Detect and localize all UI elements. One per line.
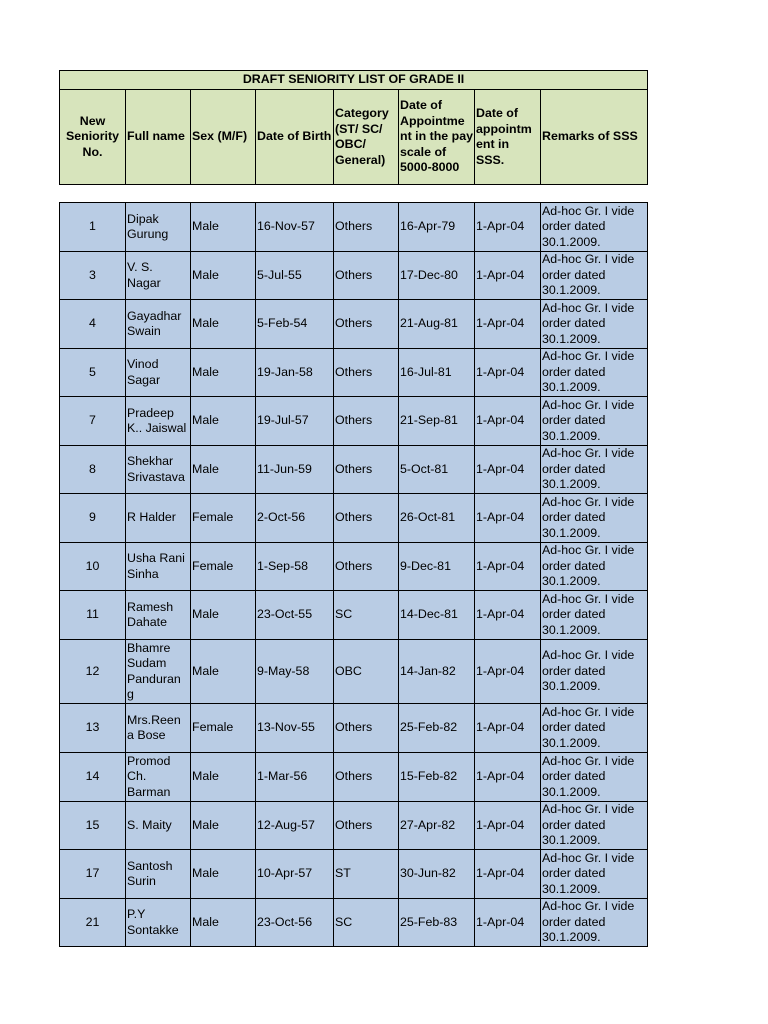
appointment-scale-date-cell: 30-Jun-82	[399, 850, 475, 899]
appointment-sss-date-cell: 1-Apr-04	[475, 899, 541, 947]
table-row	[60, 446, 648, 494]
sex-cell: Female	[191, 543, 256, 591]
category-cell: Others	[334, 543, 399, 591]
date-of-birth-cell: 16-Nov-57	[256, 203, 334, 252]
full-name-cell: Dipak Gurung	[126, 203, 191, 252]
appointment-scale-date-cell: 14-Dec-81	[399, 591, 475, 640]
table-row	[60, 640, 648, 704]
seniority-no-cell: 3	[60, 252, 126, 300]
seniority-no-cell: 12	[60, 640, 126, 704]
sex-cell: Male	[191, 397, 256, 446]
appointment-sss-date-cell: 1-Apr-04	[475, 300, 541, 349]
column-header-remarks: Remarks of SSS	[541, 90, 648, 185]
sex-cell: Male	[191, 252, 256, 300]
seniority-no-cell: 8	[60, 446, 126, 494]
date-of-birth-cell: 5-Jul-55	[256, 252, 334, 300]
appointment-sss-date-cell: 1-Apr-04	[475, 203, 541, 252]
table-row	[60, 543, 648, 591]
appointment-scale-date-cell: 17-Dec-80	[399, 252, 475, 300]
sex-cell: Male	[191, 349, 256, 397]
category-cell: Others	[334, 300, 399, 349]
appointment-scale-date-cell: 27-Apr-82	[399, 802, 475, 850]
appointment-sss-date-cell: 1-Apr-04	[475, 446, 541, 494]
appointment-sss-date-cell: 1-Apr-04	[475, 850, 541, 899]
date-of-birth-cell: 9-May-58	[256, 640, 334, 704]
appointment-scale-date-cell: 21-Sep-81	[399, 397, 475, 446]
full-name-cell: V. S. Nagar	[126, 252, 191, 300]
category-cell: Others	[334, 753, 399, 802]
appointment-sss-date-cell: 1-Apr-04	[475, 704, 541, 753]
sex-cell: Female	[191, 704, 256, 753]
appointment-scale-date-cell: 21-Aug-81	[399, 300, 475, 349]
appointment-sss-date-cell: 1-Apr-04	[475, 543, 541, 591]
seniority-no-cell: 7	[60, 397, 126, 446]
remarks-cell: Ad-hoc Gr. I vide order dated 30.1.2009.	[541, 802, 648, 850]
table-row	[60, 203, 648, 252]
category-cell: Others	[334, 704, 399, 753]
date-of-birth-cell: 19-Jan-58	[256, 349, 334, 397]
header-table	[59, 70, 648, 185]
appointment-scale-date-cell: 14-Jan-82	[399, 640, 475, 704]
full-name-cell: Mrs.Reen a Bose	[126, 704, 191, 753]
column-header-seniority: New Seniority No.	[60, 90, 126, 185]
category-cell: SC	[334, 899, 399, 947]
column-header-name: Full name	[126, 90, 191, 185]
date-of-birth-cell: 1-Mar-56	[256, 753, 334, 802]
date-of-birth-cell: 19-Jul-57	[256, 397, 334, 446]
seniority-no-cell: 1	[60, 203, 126, 252]
appointment-scale-date-cell: 15-Feb-82	[399, 753, 475, 802]
sex-cell: Male	[191, 300, 256, 349]
appointment-sss-date-cell: 1-Apr-04	[475, 591, 541, 640]
table-row	[60, 591, 648, 640]
full-name-cell: Bhamre Sudam Panduran g	[126, 640, 191, 704]
appointment-scale-date-cell: 25-Feb-83	[399, 899, 475, 947]
sex-cell: Male	[191, 850, 256, 899]
full-name-cell: Shekhar Srivastava	[126, 446, 191, 494]
table-row	[60, 252, 648, 300]
full-name-cell: Gayadhar Swain	[126, 300, 191, 349]
seniority-no-cell: 15	[60, 802, 126, 850]
sex-cell: Male	[191, 591, 256, 640]
sex-cell: Male	[191, 802, 256, 850]
category-cell: OBC	[334, 640, 399, 704]
appointment-scale-date-cell: 5-Oct-81	[399, 446, 475, 494]
sex-cell: Female	[191, 494, 256, 543]
column-header-doa-scale: Date of Appointme nt in the pay scale of 5000-8000	[399, 90, 475, 185]
document-title: DRAFT SENIORITY LIST OF GRADE II	[60, 71, 648, 90]
date-of-birth-cell: 2-Oct-56	[256, 494, 334, 543]
remarks-cell: Ad-hoc Gr. I vide order dated 30.1.2009.	[541, 899, 648, 947]
table-row	[60, 494, 648, 543]
full-name-cell: P.Y Sontakke	[126, 899, 191, 947]
date-of-birth-cell: 12-Aug-57	[256, 802, 334, 850]
appointment-sss-date-cell: 1-Apr-04	[475, 397, 541, 446]
column-header-category: Category (ST/ SC/ OBC/ General)	[334, 90, 399, 185]
category-cell: Others	[334, 802, 399, 850]
seniority-no-cell: 13	[60, 704, 126, 753]
table-row	[60, 802, 648, 850]
full-name-cell: Usha Rani Sinha	[126, 543, 191, 591]
remarks-cell: Ad-hoc Gr. I vide order dated 30.1.2009.	[541, 203, 648, 252]
appointment-scale-date-cell: 25-Feb-82	[399, 704, 475, 753]
category-cell: Others	[334, 397, 399, 446]
seniority-no-cell: 17	[60, 850, 126, 899]
category-cell: SC	[334, 591, 399, 640]
sex-cell: Male	[191, 203, 256, 252]
remarks-cell: Ad-hoc Gr. I vide order dated 30.1.2009.	[541, 300, 648, 349]
seniority-no-cell: 21	[60, 899, 126, 947]
remarks-cell: Ad-hoc Gr. I vide order dated 30.1.2009.	[541, 543, 648, 591]
appointment-scale-date-cell: 26-Oct-81	[399, 494, 475, 543]
date-of-birth-cell: 11-Jun-59	[256, 446, 334, 494]
appointment-sss-date-cell: 1-Apr-04	[475, 802, 541, 850]
appointment-scale-date-cell: 16-Jul-81	[399, 349, 475, 397]
category-cell: Others	[334, 349, 399, 397]
remarks-cell: Ad-hoc Gr. I vide order dated 30.1.2009.	[541, 349, 648, 397]
appointment-sss-date-cell: 1-Apr-04	[475, 349, 541, 397]
date-of-birth-cell: 23-Oct-56	[256, 899, 334, 947]
table-row	[60, 850, 648, 899]
category-cell: Others	[334, 203, 399, 252]
remarks-cell: Ad-hoc Gr. I vide order dated 30.1.2009.	[541, 446, 648, 494]
column-header-dob: Date of Birth	[256, 90, 334, 185]
remarks-cell: Ad-hoc Gr. I vide order dated 30.1.2009.	[541, 252, 648, 300]
table-row	[60, 899, 648, 947]
category-cell: Others	[334, 446, 399, 494]
category-cell: Others	[334, 252, 399, 300]
remarks-cell: Ad-hoc Gr. I vide order dated 30.1.2009.	[541, 704, 648, 753]
column-header-doa-sss: Date of appointm ent in SSS.	[475, 90, 541, 185]
remarks-cell: Ad-hoc Gr. I vide order dated 30.1.2009.	[541, 640, 648, 704]
category-cell: Others	[334, 494, 399, 543]
appointment-sss-date-cell: 1-Apr-04	[475, 753, 541, 802]
appointment-sss-date-cell: 1-Apr-04	[475, 640, 541, 704]
seniority-no-cell: 14	[60, 753, 126, 802]
sex-cell: Male	[191, 753, 256, 802]
date-of-birth-cell: 13-Nov-55	[256, 704, 334, 753]
appointment-scale-date-cell: 9-Dec-81	[399, 543, 475, 591]
full-name-cell: Ramesh Dahate	[126, 591, 191, 640]
sex-cell: Male	[191, 640, 256, 704]
seniority-no-cell: 11	[60, 591, 126, 640]
seniority-table	[59, 202, 648, 947]
column-header-row	[60, 90, 648, 185]
date-of-birth-cell: 1-Sep-58	[256, 543, 334, 591]
seniority-no-cell: 10	[60, 543, 126, 591]
remarks-cell: Ad-hoc Gr. I vide order dated 30.1.2009.	[541, 850, 648, 899]
table-row	[60, 349, 648, 397]
full-name-cell: Promod Ch. Barman	[126, 753, 191, 802]
sex-cell: Male	[191, 899, 256, 947]
date-of-birth-cell: 5-Feb-54	[256, 300, 334, 349]
full-name-cell: Pradeep K.. Jaiswal	[126, 397, 191, 446]
remarks-cell: Ad-hoc Gr. I vide order dated 30.1.2009.	[541, 397, 648, 446]
appointment-sss-date-cell: 1-Apr-04	[475, 252, 541, 300]
column-header-sex: Sex (M/F)	[191, 90, 256, 185]
appointment-sss-date-cell: 1-Apr-04	[475, 494, 541, 543]
seniority-no-cell: 5	[60, 349, 126, 397]
appointment-scale-date-cell: 16-Apr-79	[399, 203, 475, 252]
full-name-cell: Vinod Sagar	[126, 349, 191, 397]
date-of-birth-cell: 23-Oct-55	[256, 591, 334, 640]
full-name-cell: R Halder	[126, 494, 191, 543]
date-of-birth-cell: 10-Apr-57	[256, 850, 334, 899]
seniority-no-cell: 9	[60, 494, 126, 543]
table-row	[60, 704, 648, 753]
remarks-cell: Ad-hoc Gr. I vide order dated 30.1.2009.	[541, 494, 648, 543]
full-name-cell: Santosh Surin	[126, 850, 191, 899]
category-cell: ST	[334, 850, 399, 899]
table-row	[60, 753, 648, 802]
remarks-cell: Ad-hoc Gr. I vide order dated 30.1.2009.	[541, 591, 648, 640]
remarks-cell: Ad-hoc Gr. I vide order dated 30.1.2009.	[541, 753, 648, 802]
table-row	[60, 397, 648, 446]
seniority-no-cell: 4	[60, 300, 126, 349]
full-name-cell: S. Maity	[126, 802, 191, 850]
table-row	[60, 300, 648, 349]
sex-cell: Male	[191, 446, 256, 494]
